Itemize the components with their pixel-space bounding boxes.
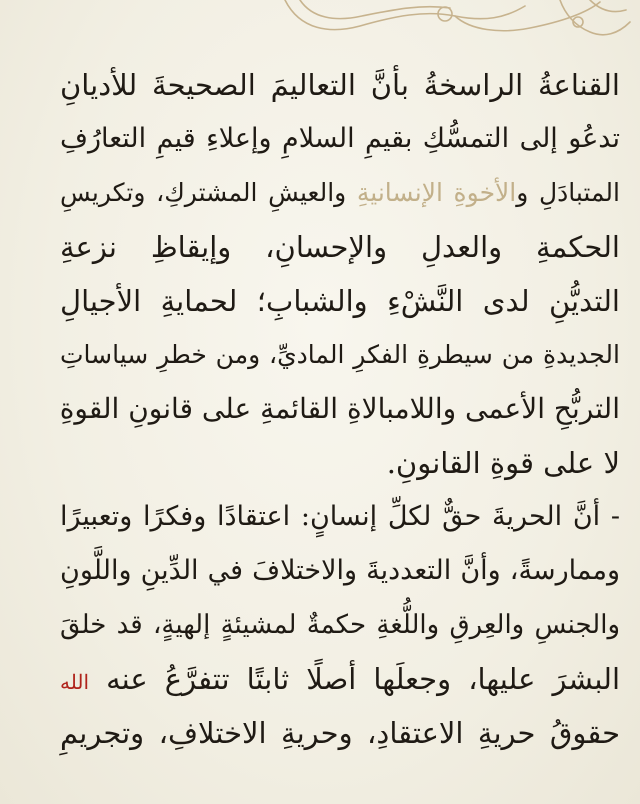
text-line	[60, 598, 620, 652]
ornament-flourish	[285, 0, 525, 30]
divine-name: الله	[60, 670, 89, 694]
line-text: وممارسةً، وأنَّ التعدديةَ والاختلافَ في الدِّينِ واللَّونِ	[60, 555, 620, 586]
text-line	[60, 328, 620, 382]
line-text: الجديدةِ من سيطرةِ الفكرِ الماديِّ، ومن خطرِ سياساتِ	[60, 340, 620, 369]
text-line	[60, 652, 620, 706]
line-text: البشرَ عليها، وجعلَها أصلًا ثابتًا تتفرَّعُ عنه	[106, 662, 621, 696]
text-line	[60, 274, 620, 328]
line-text: الحكمةِ والعدلِ والإحسانِ، وإيقاظِ نزعةِ	[60, 230, 620, 264]
line-text: حقوقُ حريةِ الاعتقادِ، وحريةِ الاختلافِ، وتجريمِ	[60, 716, 620, 750]
text-line	[60, 58, 620, 112]
text-line	[60, 382, 620, 436]
ornament-flourish	[560, 0, 630, 35]
line-text: التربُّحِ الأعمى واللامبالاةِ القائمةِ على قانونِ القوةِ	[59, 392, 620, 425]
ornament-flourish	[590, 0, 626, 12]
ornament-flourish	[300, 0, 450, 19]
text-line	[60, 544, 620, 598]
text-line	[60, 220, 620, 274]
ornament-curl	[573, 17, 583, 27]
ornament-curl	[438, 7, 452, 21]
line-text: القناعةُ الراسخةُ بأنَّ التعاليمَ الصحيحةَ للأديانِ	[60, 68, 620, 102]
line-text: - أنَّ الحريةَ حقٌّ لكلِّ إنسانٍ: اعتقادًا وفكرًا وتعبيرًا	[60, 501, 620, 532]
text-line	[60, 436, 620, 490]
line-text: المتبادَلِ و	[516, 178, 620, 207]
text-line	[60, 112, 620, 166]
arabic-text-body	[60, 58, 620, 760]
line-text: والجنسِ والعِرقِ واللُّغةِ حكمةٌ لمشيئةٍ إلهيةٍ، قد خلقَ	[60, 610, 620, 640]
ornament-flourish	[455, 2, 600, 31]
line-text: التديُّنِ لدى النَّشْءِ والشبابِ؛ لحمايةِ الأجيالِ	[60, 284, 620, 318]
text-line	[60, 166, 620, 220]
text-line	[60, 490, 620, 544]
text-line	[60, 706, 620, 760]
line-text: لا على قوةِ القانونِ.	[386, 446, 620, 480]
line-text: والعيشِ المشتركِ، وتكريسِ	[60, 178, 357, 207]
line-text: تدعُو إلى التمسُّكِ بقيمِ السلامِ وإعلاءِ قيمِ التعارُفِ	[60, 123, 620, 154]
highlighted-phrase: الأخوةِ الإنسانيةِ	[356, 178, 517, 207]
